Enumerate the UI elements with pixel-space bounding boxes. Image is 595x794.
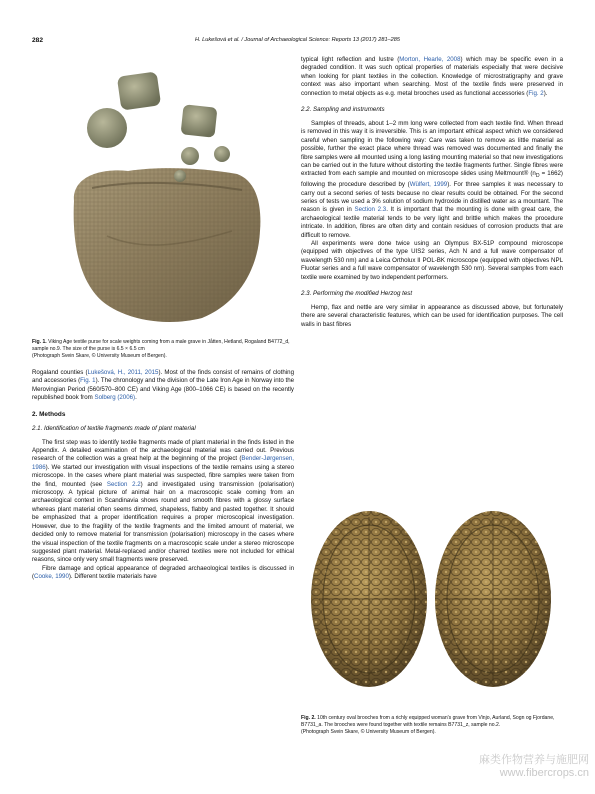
- ref-link[interactable]: Bender-Jørgensen, 1986: [32, 455, 294, 471]
- ref-link[interactable]: Morton, Hearle, 2008: [399, 56, 461, 63]
- watermark-line: www.fibercrops.cn: [499, 767, 589, 779]
- oval-brooches-photo: [301, 497, 563, 710]
- body-paragraph: typical light reflection and lustre (Morton, Hearle, 2008) which may be specific even in a degraded condition. It was such optical properties of materials especially that were decisive when looking for plant textiles in the collection. Knowledge of microstratigraphy and grave context was also important when searching. Most of the textile finds were preserved in connection to metal objects as e.g. metal brooches used as functional accessories (Fig. 2).: [301, 56, 564, 97]
- right-column-text: [301, 56, 563, 329]
- watermark-line: 麻类作物营养与施肥网: [479, 754, 589, 766]
- figure-1-caption-text: Viking Age textile purse for scale weights coming from a male grave in Jåtten, Hetland, Rogaland B4772_d, sample no.9. The size of the purse is 6.5 × 6.5 cm: [32, 339, 290, 352]
- figure-link[interactable]: Fig. 2: [528, 89, 544, 97]
- ref-link[interactable]: Solberg (2006): [94, 394, 136, 402]
- body-paragraph: Fibre damage and optical appearance of degraded archaeological textiles is discussed in (Cooke, 1990). Different textile materials have: [32, 564, 294, 581]
- figure-2-credit: (Photograph Svein Skare, © University Museum of Bergen).: [301, 729, 436, 735]
- ref-link[interactable]: Cooke, 1990: [34, 573, 69, 581]
- body-paragraph: Hemp, flax and nettle are very similar in appearance as discussed above, but fortunately there are several characteristic features, which can be used for identification purposes. The cell walls in bast fibres: [301, 303, 563, 328]
- figure-2-label: Fig. 2.: [301, 715, 316, 721]
- body-paragraph: Samples of threads, about 1–2 mm long were collected from each textile find. When thread is removed in this way it is irreversible. This is an important ethical aspect which we considered careful when sampling in the following way: Care was taken to remove as little material as possible, further the exact place where thread was removed was documented and finally the fibre samples were all mounted using a long lasting mounting material so that new investigations can be carried out in the future without distorting the textile fragments further. Single fibres were extracted from each sample and mounted on microscope slides using Meltmount® $(n_D = 1662)$ following the procedure described by (Wülfert, 1999). For three samples it was necessary to carry out a second series of tests because no clear results could be obtained. For the second series of tests we used a 3% solution of sodium hydroxide in distilled water as a mountant. The reason is given in Section 2.3. It is important that the mounting is done with great care, the archaeological textile material tends to be very light and brittle which makes the procedure intricate. In addition, fibres are often dirty and contain residues of corrosion products that are difficult to remove.: [301, 120, 563, 239]
- figure-link[interactable]: Fig. 1: [80, 377, 96, 385]
- figure-2-image: [301, 497, 563, 710]
- running-title: H. Lukešová et al. / Journal of Archaeological Science: Reports 13 (2017) 281–285: [194, 37, 401, 43]
- figure-2-caption-text: 10th century oval brooches from a richly equipped woman's grave from Vinjo, Aurland, Sogn og Fjordane, B7731_a. The brooches were found together with textile remains B7731_z, sample no.2.: [301, 715, 555, 728]
- body-paragraph: All experiments were done twice using an Olympus BX-51P compound microscope (equipped with objectives of the type UIS2 series, Ach N and a full wave compensator of wavelength 530 nm) and a Leica Ortholux II POL-BK microscope (equipped with objectives NPL Fluotar series and a full wave compensator of wavelength 530 nm). Several samples from each textile were examined by two independent performers.: [301, 239, 563, 281]
- figure-1-image: [32, 56, 294, 326]
- textile-purse-photo: [32, 56, 294, 326]
- ref-link[interactable]: Wülfert, 1999: [409, 181, 448, 189]
- section-heading: 2. Methods: [32, 410, 66, 418]
- site-watermark: [479, 754, 589, 780]
- page-header: [32, 37, 563, 47]
- figure-2-caption: [301, 715, 563, 736]
- subsection-heading: 2.1. Identification of textile fragments made of plant material: [32, 424, 196, 432]
- figure-1-caption: [32, 339, 294, 360]
- ref-link[interactable]: Lukešová, H., 2011, 2015: [87, 369, 159, 376]
- page-number: 282: [32, 37, 44, 44]
- figure-1-label: Fig. 1.: [32, 339, 47, 345]
- subsection-heading: 2.2. Sampling and instruments: [301, 106, 385, 114]
- section-link[interactable]: Section 2.2: [106, 480, 141, 488]
- intro-paragraph: Rogaland counties (Lukešová, H., 2011, 2015). Most of the finds consist of remains of clothing and accessories (Fig. 1). The chronology and the division of the Late Iron Age in Norway into the Merovingian Period (560/570–800 CE) and Viking Age (800–1066 CE) is based on the recently republished book from Solberg (2006).: [32, 369, 295, 402]
- section-link[interactable]: Section 2.3: [354, 206, 387, 214]
- subsection-heading: 2.3. Performing the modified Herzog test: [301, 289, 413, 297]
- figure-1-credit: (Photograph Svein Skare, © University Museum of Bergen).: [32, 353, 167, 359]
- left-column-text: [32, 369, 294, 582]
- body-paragraph: The first step was to identify textile fragments made of plant material in the finds listed in the Appendix. A detailed examination of the archaeological material was carried out. Previous research of the collection was a great help at the beginning of the project (Bender-Jørgensen, 1986). We started our investigation with visual inspections of the textile remains using a stereo microscope. In the cases where plant material was suspected, fibre samples were taken from the find, mounted (see Section 2.2) and investigated using transmission (polarisation) microscopy. A typical picture of animal hair on a macroscopic scale coming from an archaeological context in Scandinavia shows round and smooth fibres with a glossy surface whereas plant material often seems dimmed, shapeless, flabby and pasted together. It should be emphasized that a proper identification requires a proper microscopical investigation. However, due to the fragility of the textile fragments and the limited amount of material, we decided only to remove material for transmission (polarisation) microscopy in the cases where the visual inspection of the textile fragments on a macroscopic scale under a stereo microscope suggested plant material. Metal-replaced and/or charred textiles were not included for ethical reasons, since only very small fragments were preserved.: [32, 438, 294, 564]
